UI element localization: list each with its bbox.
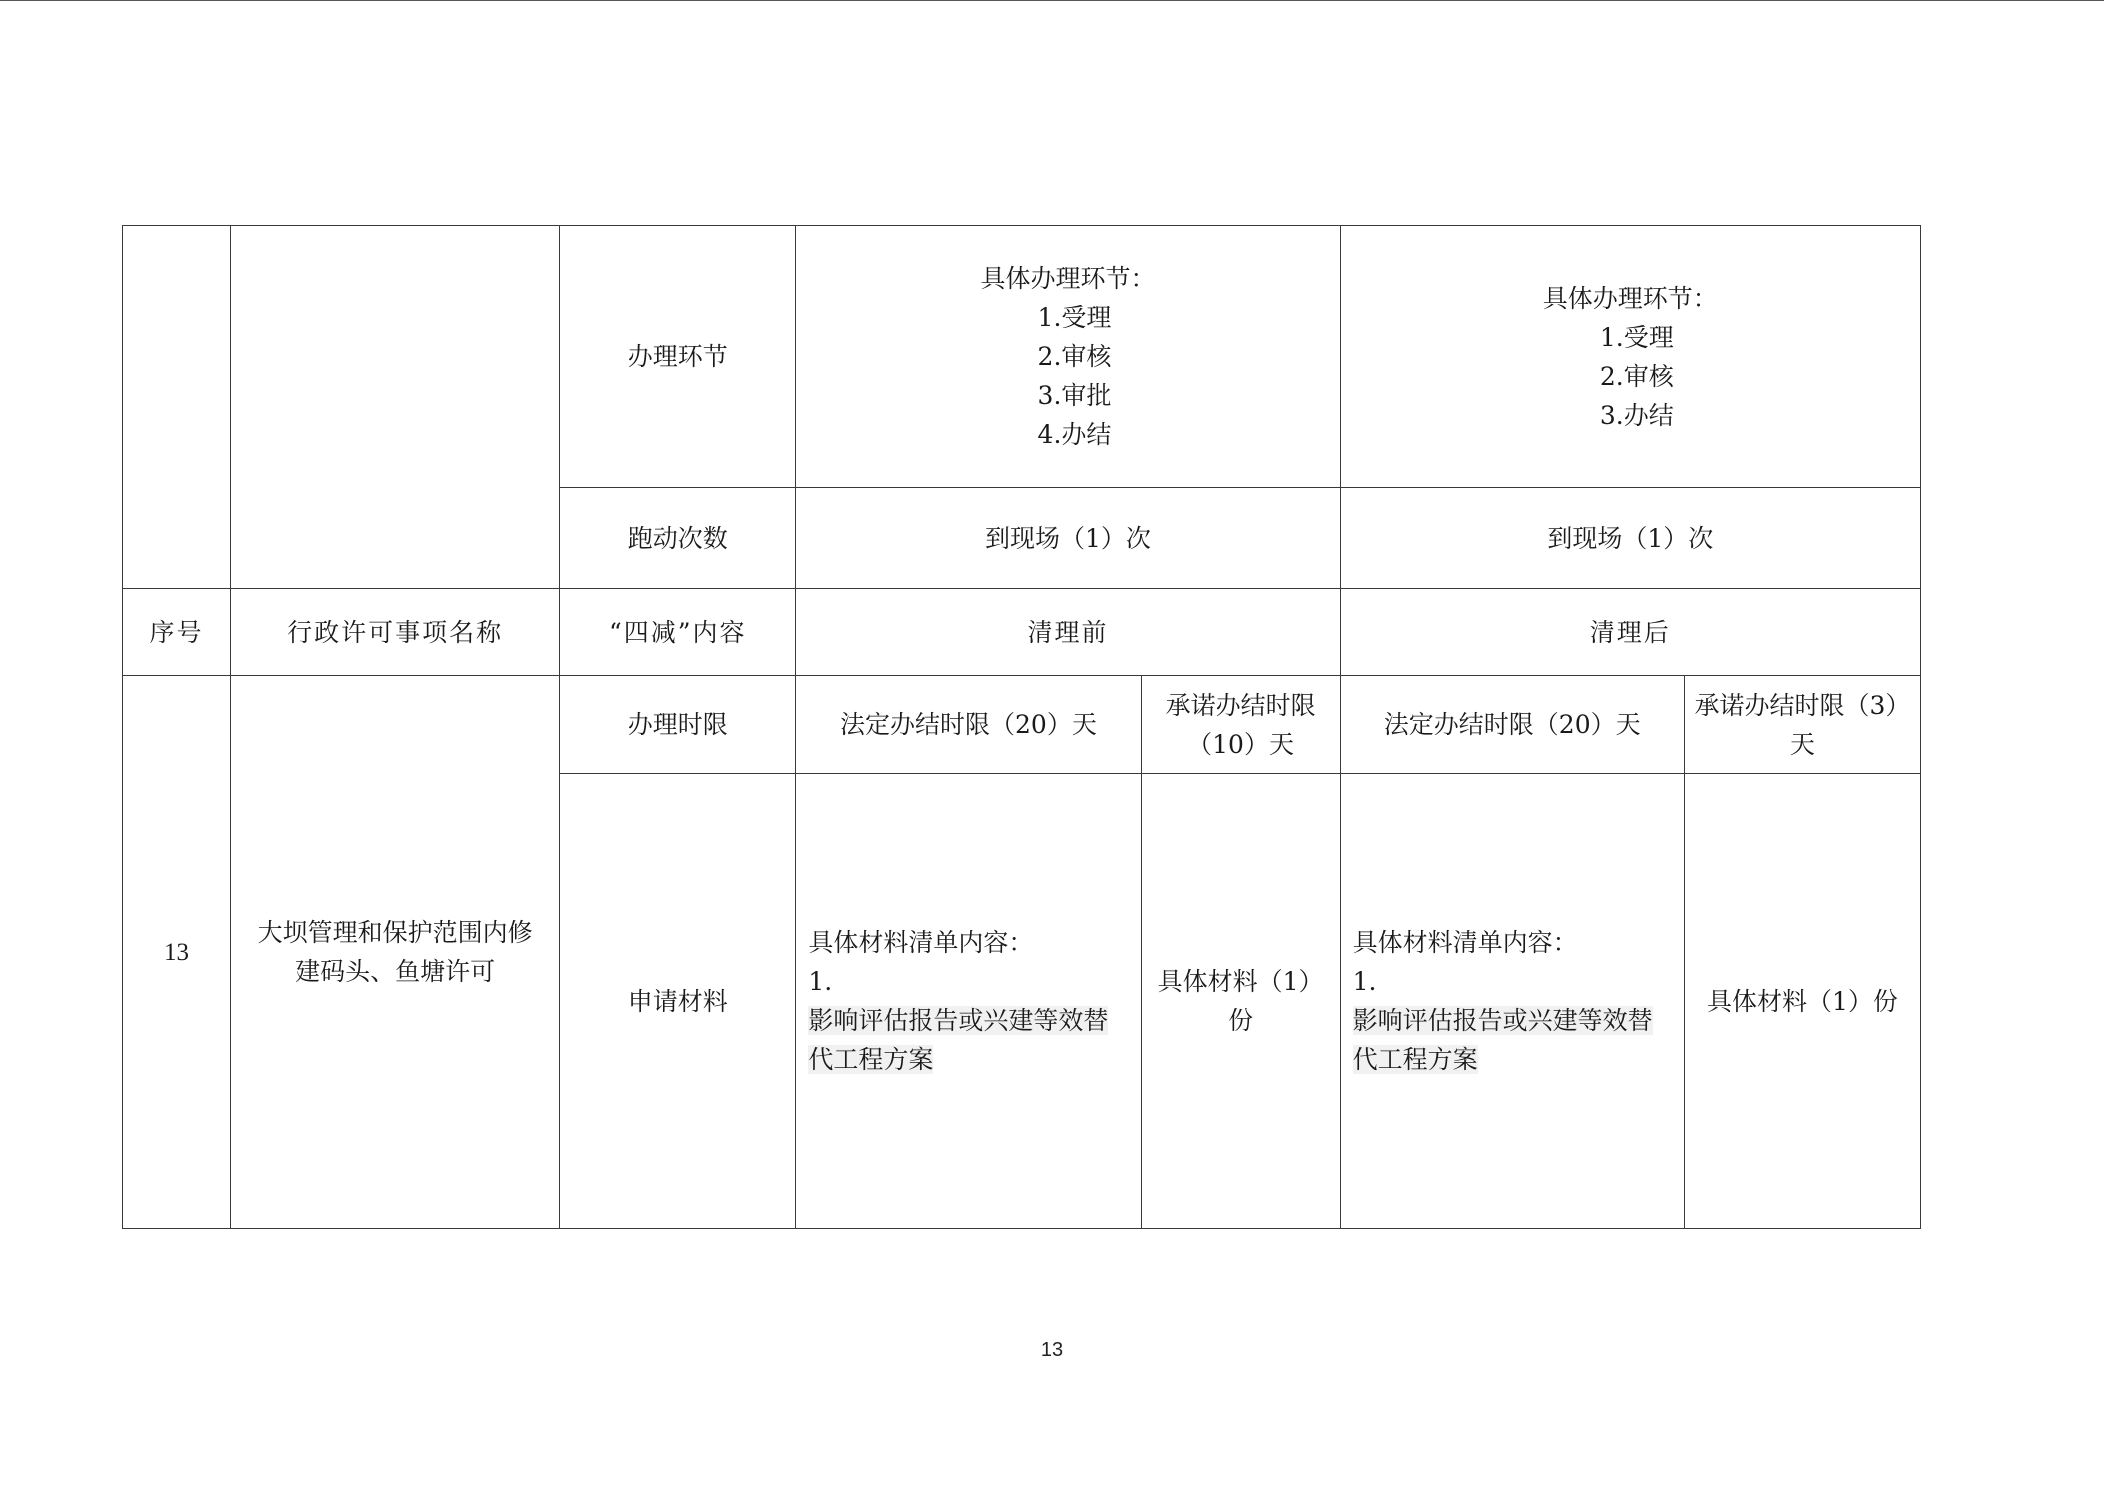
page-number: 13 bbox=[1040, 1339, 1064, 1361]
header-content: “四减”内容 bbox=[560, 589, 796, 676]
item-name bbox=[231, 676, 560, 1229]
steps-after-cell bbox=[1340, 226, 1920, 488]
materials-after-title: 具体材料清单内容： bbox=[1352, 928, 1578, 957]
time-limit-label: 办理时限 bbox=[560, 676, 796, 774]
steps-after-item: 1.受理 bbox=[1599, 322, 1674, 352]
steps-row bbox=[123, 226, 1921, 488]
materials-before-cell bbox=[796, 774, 1141, 1229]
materials-after-text: 影响评估报告或兴建等效替代工程方案 bbox=[1352, 1006, 1653, 1074]
steps-before-item: 2.审核 bbox=[1037, 342, 1112, 371]
time-limit-row bbox=[123, 676, 1921, 774]
promise-limit-before: 承诺办结时限（10）天 bbox=[1141, 676, 1340, 774]
materials-before-title: 具体材料清单内容： bbox=[808, 928, 1034, 957]
empty-seq-cell bbox=[123, 226, 231, 589]
header-name: 行政许可事项名称 bbox=[231, 589, 560, 676]
materials-before-index: 1. bbox=[808, 967, 833, 996]
steps-after-item: 2.审核 bbox=[1599, 361, 1674, 391]
legal-limit-after: 法定办结时限（20）天 bbox=[1340, 676, 1684, 774]
steps-before-cell bbox=[796, 226, 1340, 488]
steps-before-item: 3.审批 bbox=[1037, 381, 1112, 410]
materials-before-text: 影响评估报告或兴建等效替代工程方案 bbox=[808, 1006, 1109, 1074]
steps-label: 办理环节 bbox=[560, 226, 796, 488]
item-seq: 13 bbox=[123, 676, 231, 1229]
materials-after-count: 具体材料（1）份 bbox=[1684, 774, 1920, 1229]
visits-after: 到现场（1）次 bbox=[1340, 488, 1920, 589]
item-name-text: 大坝管理和保护范围内修建码头、鱼塘许可 bbox=[257, 918, 533, 986]
header-before: 清理前 bbox=[796, 589, 1340, 676]
steps-before-item: 4.办结 bbox=[1037, 420, 1112, 449]
steps-before-title: 具体办理环节： bbox=[980, 264, 1156, 293]
promise-limit-after: 承诺办结时限（3）天 bbox=[1684, 676, 1920, 774]
materials-after-cell bbox=[1340, 774, 1684, 1229]
materials-label: 申请材料 bbox=[560, 774, 796, 1229]
empty-name-cell bbox=[231, 226, 560, 589]
materials-after-index: 1. bbox=[1352, 967, 1377, 996]
steps-after-item: 3.办结 bbox=[1599, 400, 1674, 430]
header-row bbox=[123, 589, 1921, 676]
permit-table bbox=[122, 225, 1921, 1229]
visits-before: 到现场（1）次 bbox=[796, 488, 1340, 589]
materials-before-count bbox=[1141, 774, 1340, 1229]
materials-before-count-text: 具体材料（1）份 bbox=[1157, 967, 1324, 1035]
legal-limit-before: 法定办结时限（20）天 bbox=[796, 676, 1141, 774]
header-after: 清理后 bbox=[1340, 589, 1920, 676]
visits-label: 跑动次数 bbox=[560, 488, 796, 589]
steps-before-item: 1.受理 bbox=[1037, 303, 1112, 332]
header-seq: 序号 bbox=[123, 589, 231, 676]
steps-after-title: 具体办理环节： bbox=[1542, 283, 1718, 313]
page-top-border bbox=[0, 0, 2104, 1]
